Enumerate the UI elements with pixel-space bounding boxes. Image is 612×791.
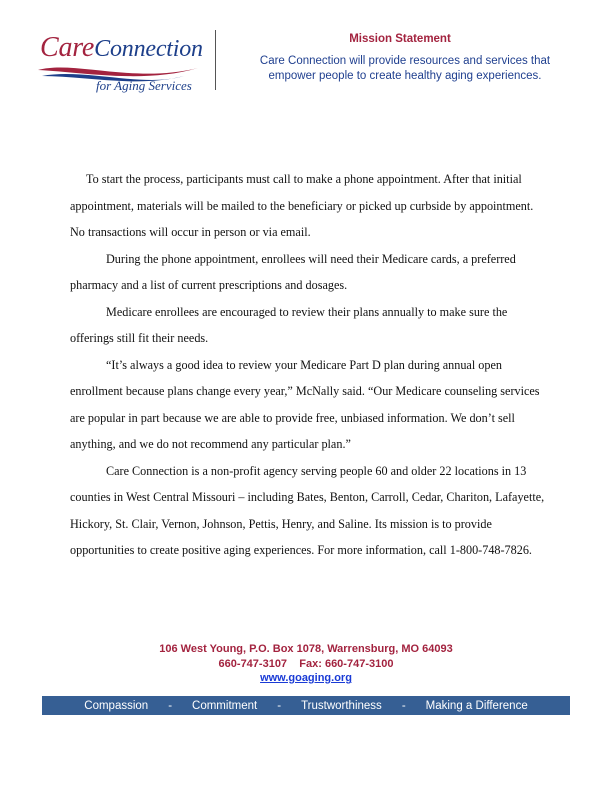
value-commitment: Commitment: [192, 699, 258, 712]
care-connection-logo: [34, 28, 202, 100]
value-separator: -: [401, 699, 406, 712]
logo-care: Care: [40, 32, 95, 63]
body-paragraph: Medicare enrollees are encouraged to review their plans annually to make sure the offerings still fit their needs.: [70, 304, 508, 345]
mission-title: Mission Statement: [349, 33, 451, 45]
values-bar: [42, 696, 570, 715]
body-paragraph: Care Connection is a non-profit agency serving people 60 and older 22 locations in 13 counties in West Central Missouri – including Bates, Benton, Carroll, Cedar, Chariton, Lafayette, Hickory, St. Clair, Vernon, Johnson, Pettis, Henry, and Saline. Its mission is to provide opportunities to create positive aging experiences. For more information, call 1-800-748-7826.: [70, 463, 545, 557]
value-trustworthiness: Trustworthiness: [301, 699, 382, 712]
value-making-a-difference: Making a Difference: [425, 699, 528, 712]
value-separator: -: [168, 699, 173, 712]
body-paragraph: “It’s always a good idea to review your Medicare Part D plan during annual open enrollment because plans change every year,” McNally said. “Our Medicare counseling services are popular in part because we are able to provide free, unbiased information. We don’t sell anything, and we do not recommend any particular plan.”: [70, 357, 540, 451]
letter-body: [70, 166, 548, 564]
header-divider: [215, 30, 216, 90]
website-link[interactable]: www.goaging.org: [260, 672, 352, 684]
footer-contact: [0, 642, 612, 686]
footer-address: 106 West Young, P.O. Box 1078, Warrensburg, MO 64093: [159, 643, 453, 655]
value-separator: -: [277, 699, 282, 712]
mission-text: Care Connection will provide resources and services that empower people to create healthy aging experiences.: [259, 55, 551, 82]
value-compassion: Compassion: [84, 699, 149, 712]
footer-phone-fax: 660-747-3107 Fax: 660-747-3100: [218, 657, 394, 670]
logo-subtitle: for Aging Services: [96, 78, 192, 93]
body-paragraph: During the phone appointment, enrollees will need their Medicare cards, a preferred pharmacy and a list of current prescriptions and dosages.: [70, 251, 516, 292]
logo-wordmark: [40, 32, 203, 64]
logo-connection: Connection: [94, 36, 203, 62]
body-paragraph: To start the process, participants must call to make a phone appointment. After that initial appointment, materials will be mailed to the beneficiary or picked up curbside by appointment. No transactions will occur in person or via email.: [70, 172, 534, 239]
